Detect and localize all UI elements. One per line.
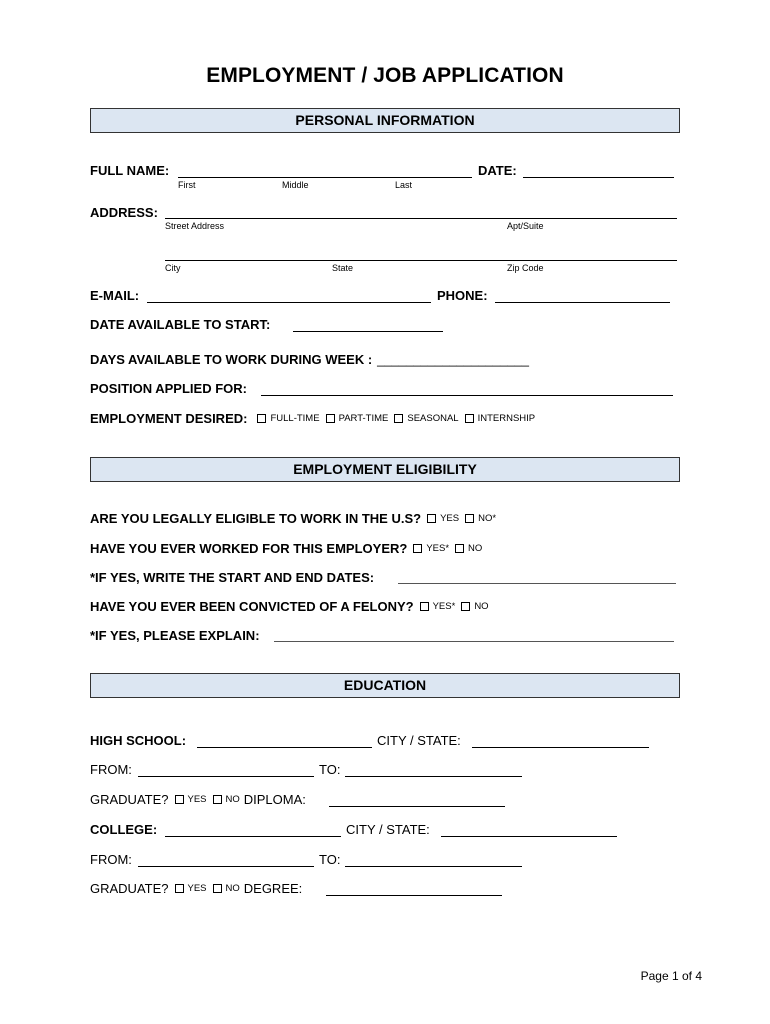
worked-yes-checkbox[interactable] [413, 544, 422, 553]
street-address-caption: Street Address [165, 221, 225, 231]
full-time-option: FULL-TIME [270, 413, 320, 424]
start-end-dates-field[interactable] [398, 583, 676, 584]
worked-no-option: NO [468, 543, 483, 554]
date-field[interactable] [523, 177, 674, 178]
hs-graduate-no-option: NO [225, 794, 240, 805]
date-available-field[interactable] [293, 331, 443, 332]
full-name-field[interactable] [178, 177, 472, 178]
college-field[interactable] [165, 836, 341, 837]
hs-to-field[interactable] [345, 776, 522, 777]
worked-yes-option: YES* [426, 543, 450, 554]
college-to-label: TO: [319, 852, 341, 867]
high-school-label: HIGH SCHOOL: [90, 733, 187, 748]
city-state-zip-field[interactable] [165, 260, 677, 261]
hs-graduate-label: GRADUATE? [90, 792, 169, 807]
state-caption: State [332, 263, 354, 273]
date-label: DATE: [478, 163, 517, 178]
section-header-education: EDUCATION [90, 673, 680, 698]
section-header-personal: PERSONAL INFORMATION [90, 108, 680, 133]
date-available-label: DATE AVAILABLE TO START: [90, 317, 271, 332]
college-graduate-yes-option: YES [187, 883, 207, 894]
hs-city-state-label: CITY / STATE: [377, 733, 461, 748]
felony-no-checkbox[interactable] [461, 602, 470, 611]
zip-code-caption: Zip Code [507, 263, 544, 273]
felony-explain-label: *IF YES, PLEASE EXPLAIN: [90, 628, 260, 643]
hs-graduate-no-checkbox[interactable] [213, 795, 222, 804]
part-time-checkbox[interactable] [326, 414, 335, 423]
section-header-eligibility: EMPLOYMENT ELIGIBILITY [90, 457, 680, 482]
degree-field[interactable] [326, 895, 502, 896]
email-label: E-MAIL: [90, 288, 140, 303]
hs-graduate-yes-option: YES [187, 794, 207, 805]
start-end-dates-label: *IF YES, WRITE THE START AND END DATES: [90, 570, 375, 585]
eligible-yes-checkbox[interactable] [427, 514, 436, 523]
eligible-yes-option: YES [440, 513, 460, 524]
employment-desired-label: EMPLOYMENT DESIRED: [90, 411, 248, 426]
college-from-label: FROM: [90, 852, 132, 867]
phone-field[interactable] [495, 302, 670, 303]
worked-for-employer-question: HAVE YOU EVER WORKED FOR THIS EMPLOYER? [90, 541, 408, 556]
degree-label: DEGREE: [243, 881, 303, 896]
position-field[interactable] [261, 395, 673, 396]
high-school-field[interactable] [197, 747, 372, 748]
position-label: POSITION APPLIED FOR: [90, 381, 247, 396]
first-name-caption: First [178, 180, 196, 190]
phone-label: PHONE: [437, 288, 488, 303]
full-name-label: FULL NAME: [90, 163, 170, 178]
felony-yes-option: YES* [432, 601, 456, 612]
last-name-caption: Last [395, 180, 413, 190]
college-graduate-no-checkbox[interactable] [213, 884, 222, 893]
college-graduate-label: GRADUATE? [90, 881, 169, 896]
seasonal-checkbox[interactable] [394, 414, 403, 423]
seasonal-option: SEASONAL [407, 413, 459, 424]
worked-no-checkbox[interactable] [455, 544, 464, 553]
hs-city-state-field[interactable] [472, 747, 649, 748]
felony-explain-field[interactable] [274, 641, 674, 642]
hs-graduate-yes-checkbox[interactable] [175, 795, 184, 804]
hs-from-field[interactable] [138, 776, 314, 777]
legally-eligible-question: ARE YOU LEGALLY ELIGIBLE TO WORK IN THE U.S? [90, 511, 422, 526]
diploma-label: DIPLOMA: [243, 792, 306, 807]
page-number: Page 1 of 4 [640, 969, 702, 983]
apt-suite-caption: Apt/Suite [507, 221, 544, 231]
email-field[interactable] [147, 302, 431, 303]
college-graduate-yes-checkbox[interactable] [175, 884, 184, 893]
city-caption: City [165, 263, 181, 273]
college-to-field[interactable] [345, 866, 522, 867]
felony-yes-checkbox[interactable] [420, 602, 429, 611]
internship-checkbox[interactable] [465, 414, 474, 423]
full-time-checkbox[interactable] [257, 414, 266, 423]
eligible-no-checkbox[interactable] [465, 514, 474, 523]
hs-from-label: FROM: [90, 762, 132, 777]
internship-option: INTERNSHIP [477, 413, 536, 424]
eligible-no-option: NO* [478, 513, 497, 524]
college-from-field[interactable] [138, 866, 314, 867]
diploma-field[interactable] [329, 806, 505, 807]
felony-no-option: NO [474, 601, 489, 612]
address-label: ADDRESS: [90, 205, 158, 220]
days-available-label: DAYS AVAILABLE TO WORK DURING WEEK : [90, 352, 373, 367]
felony-question: HAVE YOU EVER BEEN CONVICTED OF A FELONY? [90, 599, 414, 614]
college-label: COLLEGE: [90, 822, 158, 837]
page-title: EMPLOYMENT / JOB APPLICATION [206, 64, 564, 87]
middle-name-caption: Middle [282, 180, 309, 190]
college-city-state-field[interactable] [441, 836, 617, 837]
days-available-field[interactable]: _____________________ [377, 352, 529, 367]
college-graduate-no-option: NO [225, 883, 240, 894]
college-city-state-label: CITY / STATE: [346, 822, 430, 837]
street-address-field[interactable] [165, 218, 677, 219]
hs-to-label: TO: [319, 762, 341, 777]
part-time-option: PART-TIME [338, 413, 389, 424]
